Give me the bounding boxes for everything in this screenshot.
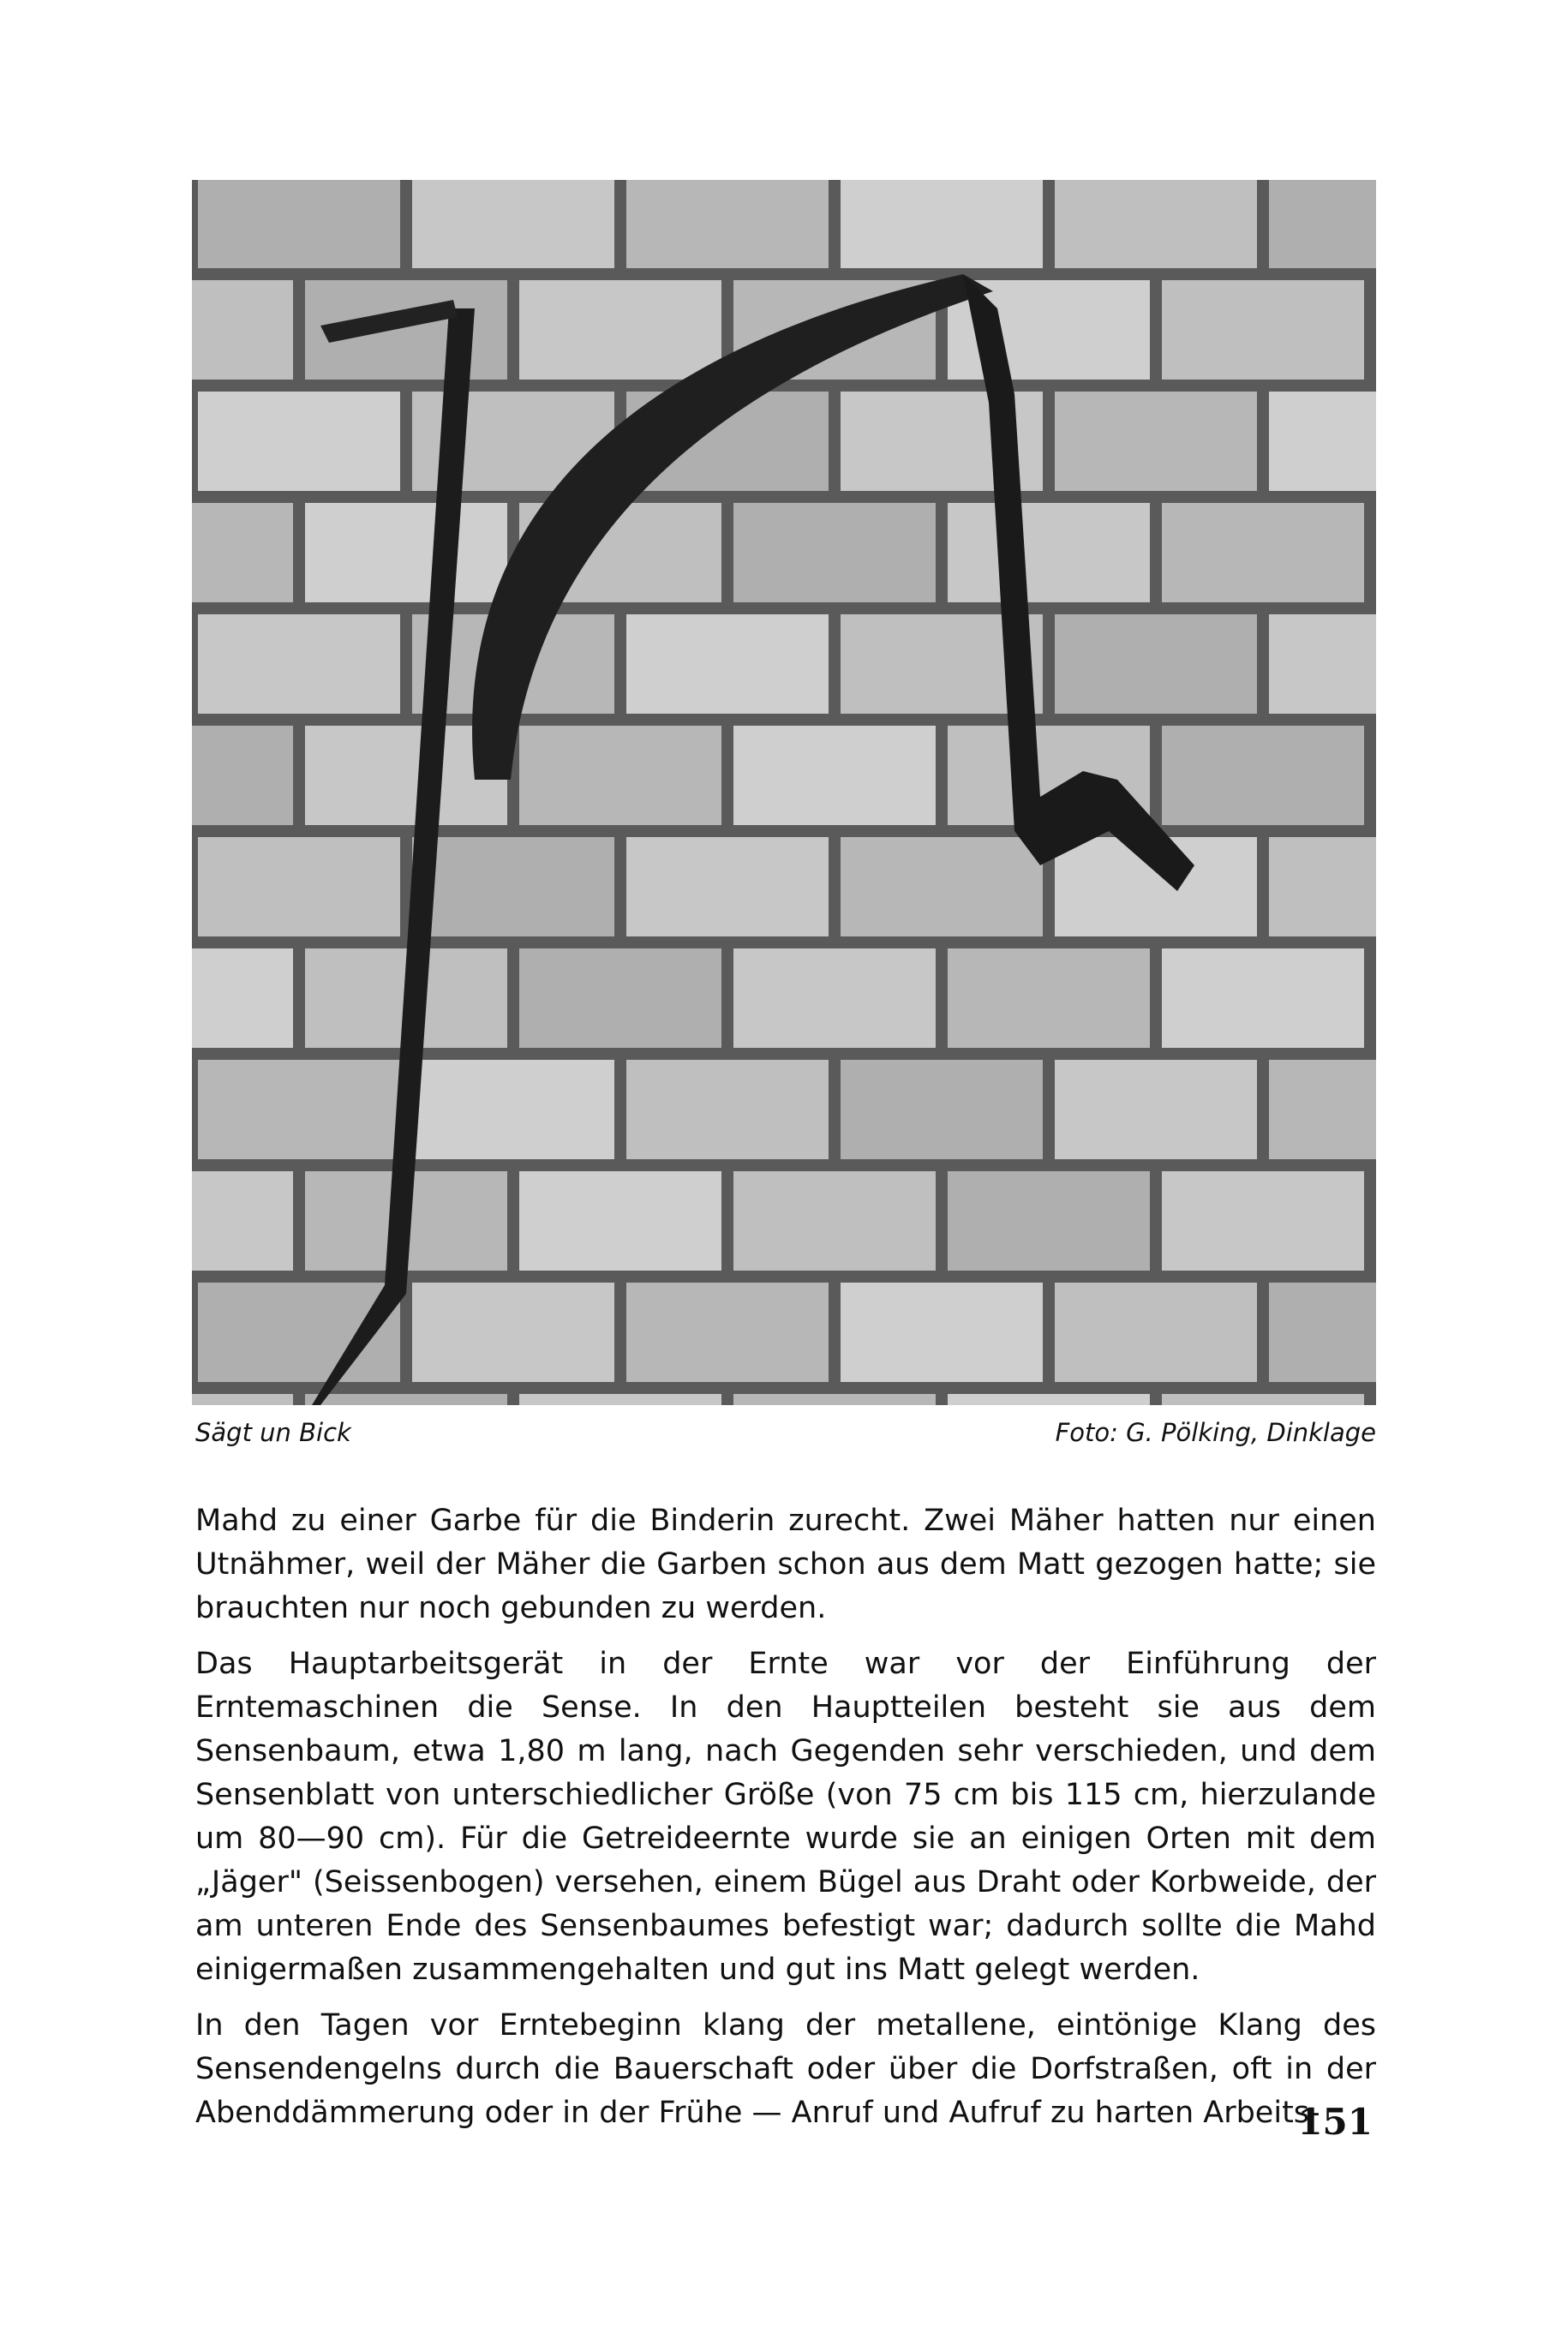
brick [198, 1060, 400, 1159]
brick [412, 180, 614, 268]
brick [192, 726, 293, 825]
brick [519, 280, 721, 380]
brick [948, 503, 1150, 602]
brick [841, 1283, 1043, 1382]
brick [841, 837, 1043, 936]
brick [1055, 392, 1257, 491]
brick [1269, 614, 1376, 714]
brick [948, 948, 1150, 1048]
brick [305, 503, 507, 602]
brick [198, 180, 400, 268]
brick [1055, 614, 1257, 714]
brick [1055, 1283, 1257, 1382]
brick [733, 1394, 936, 1405]
brick-wall-photo [192, 180, 1376, 1405]
brick [519, 1171, 721, 1271]
brick [1162, 503, 1364, 602]
brick [626, 614, 829, 714]
brick [412, 1060, 614, 1159]
brick [626, 1060, 829, 1159]
brick [1269, 1060, 1376, 1159]
photo-credit: Foto: G. Pölking, Dinklage [1055, 1418, 1376, 1447]
brick [192, 280, 293, 380]
brick [1162, 726, 1364, 825]
brick [733, 726, 936, 825]
brick [948, 1171, 1150, 1271]
brick [192, 1171, 293, 1271]
brick [519, 726, 721, 825]
caption-title: Sägt un Bick [195, 1418, 351, 1447]
brick [626, 837, 829, 936]
brick [1269, 1283, 1376, 1382]
photo-caption [195, 1418, 1376, 1461]
brick [192, 948, 293, 1048]
brick [733, 1171, 936, 1271]
brick [1269, 392, 1376, 491]
brick [412, 1283, 614, 1382]
body-text [195, 1499, 1376, 2147]
brick [198, 392, 400, 491]
brick [1162, 280, 1364, 380]
brick [305, 1394, 507, 1405]
brick [412, 837, 614, 936]
brick [198, 837, 400, 936]
paragraph: Das Hauptarbeitsgerät in der Ernte war vor der Einführung der Erntemaschinen die Sense. In den Hauptteilen besteht sie aus dem Sensenbaum, etwa 1,80 m lang, nach Gegenden sehr verschieden, und dem Sensenblatt von unterschiedlicher Größe (von 75 cm bis 115 cm, hierzulande um 80—90 cm). Für die Getreideernte wurde sie an einigen Orten mit dem „Jäger" (Seissenbogen) versehen, einem Bügel aus Draht oder Korbweide, der am unteren Ende des Sensenbaumes befestigt war; dadurch sollte die Mahd einigermaßen zusammengehalten und gut ins Matt gelegt werden. [195, 1647, 1376, 1987]
brick [192, 503, 293, 602]
brick [1055, 1060, 1257, 1159]
brick [1269, 180, 1376, 268]
brick [948, 1394, 1150, 1405]
brick [626, 1283, 829, 1382]
brick [1162, 1171, 1364, 1271]
brick [519, 1394, 721, 1405]
paragraph: In den Tagen vor Erntebeginn klang der metallene, eintönige Klang des Sensendengelns durch die Bauerschaft oder über die Dorfstraßen, oft in der Abenddämmerung oder in der Frühe — Anruf und Aufruf zu harten Arbeits- [195, 2008, 1376, 2130]
photograph-scythe-on-brick-wall [192, 180, 1376, 1405]
brick [733, 948, 936, 1048]
brick [1055, 180, 1257, 268]
brick [519, 948, 721, 1048]
brick [626, 180, 829, 268]
brick [841, 1060, 1043, 1159]
brick [1269, 837, 1376, 936]
brick [1162, 948, 1364, 1048]
paragraph: Mahd zu einer Garbe für die Binderin zurecht. Zwei Mäher hatten nur einen Utnähmer, weil der Mäher die Garben schon aus dem Matt gezogen hatte; sie brauchten nur noch gebunden zu werden. [195, 1504, 1376, 1625]
brick [192, 1394, 293, 1405]
brick [198, 614, 400, 714]
brick [1162, 1394, 1364, 1405]
page-number: 151 [1297, 2101, 1373, 2143]
brick [733, 503, 936, 602]
brick [841, 180, 1043, 268]
